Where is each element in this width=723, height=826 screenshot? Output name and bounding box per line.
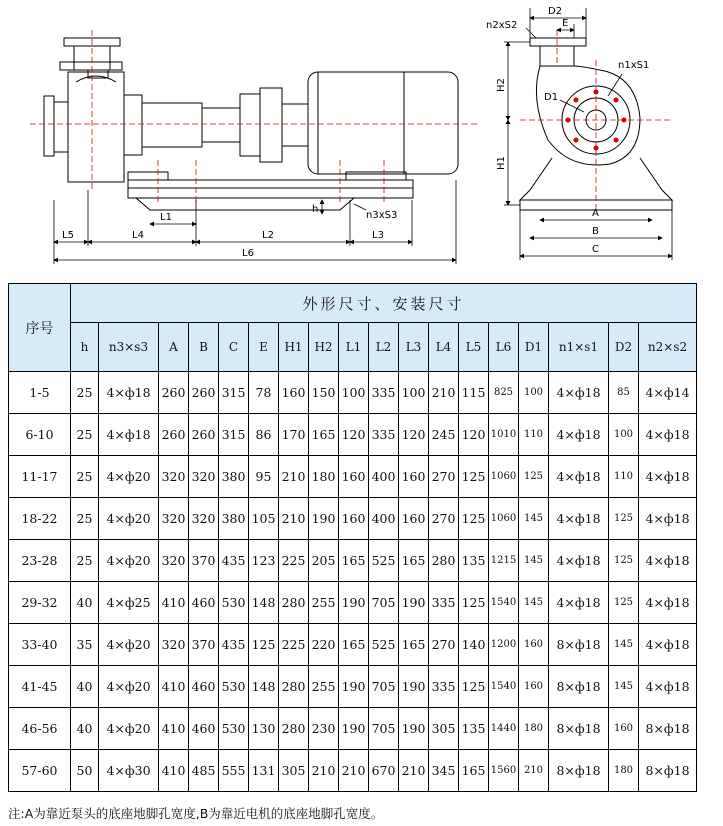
table-cell: 4×ф30: [99, 750, 159, 792]
table-cell: 125: [459, 498, 489, 540]
table-cell: 190: [399, 666, 429, 708]
table-row: [9, 708, 697, 750]
table-cell: 370: [189, 624, 219, 666]
serial-cell: 23-28: [9, 540, 71, 582]
table-cell: 705: [369, 666, 399, 708]
table-cell: 40: [71, 666, 99, 708]
label-H1: H1: [496, 156, 507, 170]
table-row: [9, 666, 697, 708]
table-cell: 705: [369, 708, 399, 750]
table-cell: 125: [609, 498, 639, 540]
table-cell: 210: [519, 750, 549, 792]
table-cell: 25: [71, 372, 99, 414]
table-cell: 825: [489, 372, 519, 414]
serial-cell: 46-56: [9, 708, 71, 750]
table-cell: 190: [339, 666, 369, 708]
table-cell: 530: [219, 708, 249, 750]
table-cell: 320: [159, 498, 189, 540]
label-L6: L6: [242, 248, 254, 259]
table-cell: 110: [609, 456, 639, 498]
table-cell: 100: [339, 372, 369, 414]
table-cell: 1200: [489, 624, 519, 666]
column-header: D1: [519, 323, 549, 372]
table-cell: 335: [369, 372, 399, 414]
table-cell: 4×ф18: [549, 540, 609, 582]
table-cell: 555: [219, 750, 249, 792]
table-cell: 280: [279, 582, 309, 624]
table-cell: 135: [459, 708, 489, 750]
table-cell: 150: [309, 372, 339, 414]
table-cell: 260: [159, 372, 189, 414]
table-cell: 165: [339, 624, 369, 666]
table-cell: 1010: [489, 414, 519, 456]
table-cell: 1060: [489, 498, 519, 540]
footnote: 注:A为靠近泵头的底座地脚孔宽度,B为靠近电机的底座地脚孔宽度。: [8, 806, 384, 821]
table-cell: 4×ф18: [99, 414, 159, 456]
table-row: [9, 624, 697, 666]
table-cell: 270: [429, 498, 459, 540]
label-L4: L4: [132, 230, 144, 241]
table-cell: 305: [429, 708, 459, 750]
table-cell: 4×ф18: [639, 624, 697, 666]
front-centerlines: [520, 30, 670, 210]
table-cell: 210: [339, 750, 369, 792]
volute-casing: [536, 66, 640, 165]
table-cell: 95: [249, 456, 279, 498]
table-body: [9, 372, 697, 792]
table-cell: 260: [189, 372, 219, 414]
serial-cell: 57-60: [9, 750, 71, 792]
table-cell: 160: [519, 624, 549, 666]
table-cell: 8×ф18: [549, 624, 609, 666]
label-E: E: [562, 18, 569, 29]
pump-casing: [68, 72, 124, 182]
table-cell: 50: [71, 750, 99, 792]
front-labels: [486, 6, 649, 255]
table-cell: 160: [339, 498, 369, 540]
table-cell: 320: [189, 456, 219, 498]
table-cell: 25: [71, 498, 99, 540]
table-cell: 525: [369, 624, 399, 666]
table-cell: 120: [339, 414, 369, 456]
column-header-row: [9, 323, 697, 372]
label-H2: H2: [496, 78, 507, 92]
table-cell: 1540: [489, 582, 519, 624]
table-cell: 4×ф20: [99, 498, 159, 540]
base-frame: [128, 180, 413, 198]
table-cell: 380: [219, 456, 249, 498]
table-cell: 148: [249, 666, 279, 708]
table-cell: 145: [609, 666, 639, 708]
table-cell: 125: [519, 456, 549, 498]
table-cell: 160: [399, 498, 429, 540]
serial-header: 序号: [9, 284, 71, 372]
column-header: H2: [309, 323, 339, 372]
table-cell: 25: [71, 456, 99, 498]
table-cell: 78: [249, 372, 279, 414]
table-cell: 4×ф18: [549, 414, 609, 456]
serial-cell: 33-40: [9, 624, 71, 666]
column-header: L3: [399, 323, 429, 372]
table-cell: 8×ф18: [549, 666, 609, 708]
dimension-table: [8, 283, 697, 792]
table-cell: 280: [429, 540, 459, 582]
serial-cell: 1-5: [9, 372, 71, 414]
table-cell: 190: [339, 708, 369, 750]
table-cell: 410: [159, 582, 189, 624]
table-cell: 190: [339, 582, 369, 624]
table-cell: 4×ф25: [99, 582, 159, 624]
table-cell: 270: [429, 624, 459, 666]
table-cell: 210: [279, 456, 309, 498]
serial-cell: 18-22: [9, 498, 71, 540]
front-outlet-flange: [530, 38, 586, 46]
label-C: C: [592, 244, 599, 255]
table-cell: 410: [159, 666, 189, 708]
table-cell: 210: [429, 372, 459, 414]
table-cell: 115: [459, 372, 489, 414]
table-row: [9, 540, 697, 582]
table-cell: 1440: [489, 708, 519, 750]
side-labels: [62, 204, 397, 259]
column-header: B: [189, 323, 219, 372]
table-cell: 460: [189, 582, 219, 624]
table-cell: 160: [279, 372, 309, 414]
table-cell: 4×ф20: [99, 540, 159, 582]
column-header: L1: [339, 323, 369, 372]
table-cell: 280: [279, 666, 309, 708]
pump-dimension-drawing: [0, 0, 723, 275]
label-n3xS3: n3xS3: [366, 210, 398, 221]
table-cell: 1060: [489, 456, 519, 498]
label-L5: L5: [62, 230, 74, 241]
table-cell: 1540: [489, 666, 519, 708]
table-cell: 4×ф18: [549, 498, 609, 540]
table-cell: 485: [189, 750, 219, 792]
table-cell: 205: [309, 540, 339, 582]
serial-cell: 41-45: [9, 666, 71, 708]
table-cell: 460: [189, 708, 219, 750]
column-header: L4: [429, 323, 459, 372]
table-cell: 460: [189, 666, 219, 708]
table-cell: 255: [309, 582, 339, 624]
label-L3: L3: [372, 230, 384, 241]
table-cell: 705: [369, 582, 399, 624]
table-cell: 335: [429, 582, 459, 624]
table-cell: 8×ф18: [549, 750, 609, 792]
column-header: L6: [489, 323, 519, 372]
table-cell: 335: [429, 666, 459, 708]
table-cell: 4×ф18: [639, 414, 697, 456]
table-cell: 1560: [489, 750, 519, 792]
table-cell: 165: [339, 540, 369, 582]
table-cell: 86: [249, 414, 279, 456]
table-cell: 525: [369, 540, 399, 582]
table-cell: 165: [459, 750, 489, 792]
column-header: C: [219, 323, 249, 372]
table-cell: 320: [159, 540, 189, 582]
column-header: n1×s1: [549, 323, 609, 372]
column-header: E: [249, 323, 279, 372]
table-cell: 190: [399, 582, 429, 624]
table-cell: 4×ф18: [639, 666, 697, 708]
table-cell: 125: [609, 582, 639, 624]
motor: [308, 72, 458, 174]
table-cell: 435: [219, 540, 249, 582]
table-row: [9, 414, 697, 456]
label-h: h: [312, 204, 319, 215]
table-cell: 100: [399, 372, 429, 414]
label-n2xS2: n2xS2: [486, 20, 518, 31]
table-cell: 210: [399, 750, 429, 792]
table-row: [9, 372, 697, 414]
table-cell: 110: [519, 414, 549, 456]
table-cell: 165: [399, 540, 429, 582]
table-cell: 25: [71, 414, 99, 456]
column-header: L2: [369, 323, 399, 372]
column-header: A: [159, 323, 189, 372]
table-cell: 4×ф20: [99, 666, 159, 708]
table-cell: 4×ф20: [99, 624, 159, 666]
table-cell: 160: [339, 456, 369, 498]
serial-cell: 29-32: [9, 582, 71, 624]
table-cell: 170: [279, 414, 309, 456]
column-header: H1: [279, 323, 309, 372]
label-n1xS1: n1xS1: [618, 60, 650, 71]
table-cell: 180: [309, 456, 339, 498]
table-cell: 245: [429, 414, 459, 456]
table-cell: 225: [279, 624, 309, 666]
table-cell: 160: [399, 456, 429, 498]
table-cell: 255: [309, 666, 339, 708]
table-cell: 400: [369, 456, 399, 498]
table-cell: 123: [249, 540, 279, 582]
table-cell: 270: [429, 456, 459, 498]
table-cell: 145: [519, 582, 549, 624]
table-cell: 4×ф18: [549, 372, 609, 414]
side-dimensions: [54, 180, 456, 264]
label-B: B: [592, 226, 599, 237]
label-A: A: [592, 208, 599, 219]
table-cell: 260: [159, 414, 189, 456]
label-D1: D1: [544, 92, 559, 103]
table-cell: 145: [519, 540, 549, 582]
column-header: n3×s3: [99, 323, 159, 372]
table-cell: 345: [429, 750, 459, 792]
table-cell: 210: [309, 750, 339, 792]
table-cell: 165: [309, 414, 339, 456]
table-cell: 125: [249, 624, 279, 666]
serial-cell: 6-10: [9, 414, 71, 456]
table-cell: 100: [609, 414, 639, 456]
table-row: [9, 456, 697, 498]
table-cell: 130: [249, 708, 279, 750]
table-cell: 125: [459, 666, 489, 708]
table-cell: 305: [279, 750, 309, 792]
table-cell: 165: [399, 624, 429, 666]
table-cell: 280: [279, 708, 309, 750]
table-cell: 4×ф18: [549, 456, 609, 498]
table-cell: 1215: [489, 540, 519, 582]
table-cell: 400: [369, 498, 399, 540]
table-cell: 25: [71, 540, 99, 582]
table-cell: 4×ф18: [639, 456, 697, 498]
table-cell: 40: [71, 708, 99, 750]
table-cell: 320: [159, 624, 189, 666]
column-header: n2×s2: [639, 323, 697, 372]
table-cell: 530: [219, 582, 249, 624]
table-cell: 40: [71, 582, 99, 624]
table-cell: 160: [609, 708, 639, 750]
table-cell: 335: [369, 414, 399, 456]
table-cell: 100: [519, 372, 549, 414]
column-header: L5: [459, 323, 489, 372]
table-cell: 140: [459, 624, 489, 666]
table-cell: 320: [159, 456, 189, 498]
table-cell: 260: [189, 414, 219, 456]
table-cell: 105: [249, 498, 279, 540]
table-cell: 435: [219, 624, 249, 666]
table-cell: 145: [609, 624, 639, 666]
serial-cell: 11-17: [9, 456, 71, 498]
column-header: D2: [609, 323, 639, 372]
table-row: [9, 498, 697, 540]
table-cell: 4×ф18: [639, 540, 697, 582]
table-cell: 180: [609, 750, 639, 792]
group-header: 外形尺寸、安装尺寸: [71, 284, 697, 323]
table-row: [9, 750, 697, 792]
label-L2: L2: [262, 230, 274, 241]
table-cell: 315: [219, 372, 249, 414]
table-cell: 530: [219, 666, 249, 708]
table-cell: 210: [279, 498, 309, 540]
table-row: [9, 582, 697, 624]
side-centerlines: [30, 30, 480, 205]
table-cell: 190: [309, 498, 339, 540]
table-cell: 125: [459, 582, 489, 624]
table-cell: 85: [609, 372, 639, 414]
table-cell: 410: [159, 750, 189, 792]
table-cell: 120: [399, 414, 429, 456]
table-cell: 135: [459, 540, 489, 582]
table-cell: 230: [309, 708, 339, 750]
table-cell: 190: [399, 708, 429, 750]
inlet-flange: [44, 96, 54, 156]
table-cell: 4×ф20: [99, 708, 159, 750]
table-cell: 145: [519, 498, 549, 540]
table-cell: 120: [459, 414, 489, 456]
table-cell: 380: [219, 498, 249, 540]
front-dimensions: [504, 8, 672, 260]
table-cell: 4×ф18: [639, 498, 697, 540]
table-cell: 125: [609, 540, 639, 582]
table-cell: 8×ф18: [639, 750, 697, 792]
table-cell: 315: [219, 414, 249, 456]
column-header: h: [71, 323, 99, 372]
table-cell: 220: [309, 624, 339, 666]
table-cell: 8×ф18: [639, 708, 697, 750]
table-cell: 180: [519, 708, 549, 750]
table-cell: 670: [369, 750, 399, 792]
table-cell: 225: [279, 540, 309, 582]
table-cell: 4×ф20: [99, 456, 159, 498]
table-cell: 148: [249, 582, 279, 624]
table-cell: 35: [71, 624, 99, 666]
table-cell: 4×ф14: [639, 372, 697, 414]
table-cell: 4×ф18: [639, 582, 697, 624]
table-cell: 4×ф18: [99, 372, 159, 414]
table-cell: 131: [249, 750, 279, 792]
table-cell: 410: [159, 708, 189, 750]
label-L1: L1: [160, 212, 172, 223]
table-cell: 320: [189, 498, 219, 540]
table-cell: 8×ф18: [549, 708, 609, 750]
table-cell: 160: [519, 666, 549, 708]
table-cell: 370: [189, 540, 219, 582]
label-D2: D2: [548, 6, 563, 17]
table-cell: 4×ф18: [549, 582, 609, 624]
table-cell: 125: [459, 456, 489, 498]
